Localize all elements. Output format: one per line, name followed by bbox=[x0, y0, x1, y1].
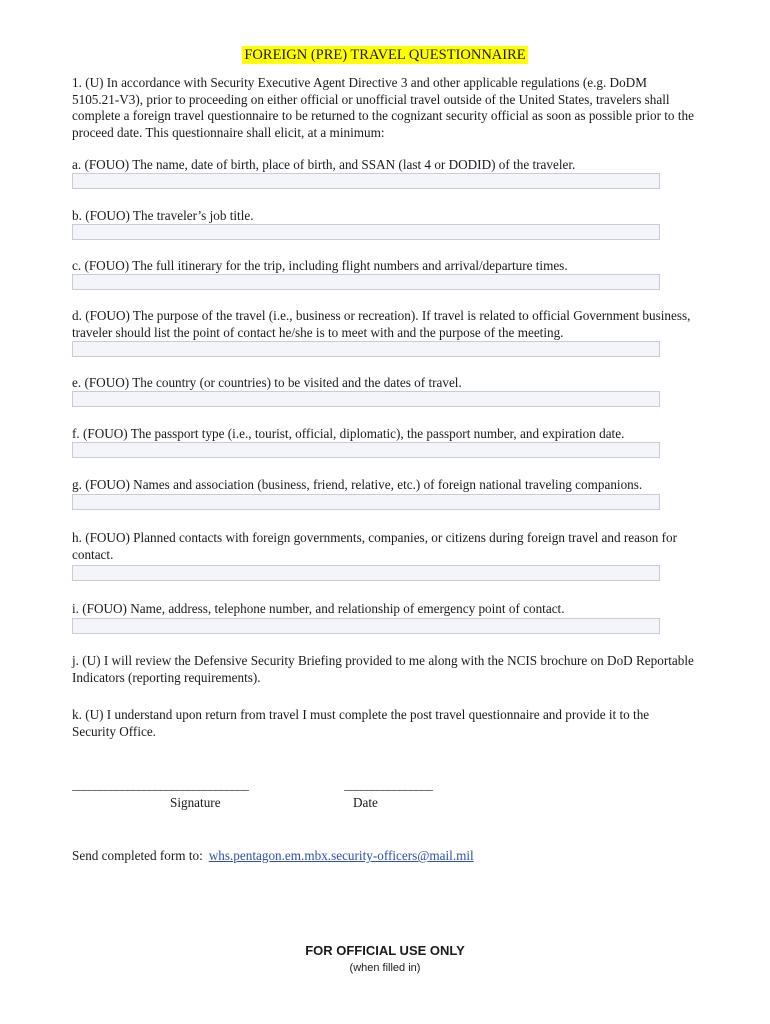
footer-note: (when filled in) bbox=[349, 962, 421, 974]
date-line: ________________ bbox=[344, 777, 432, 792]
item-g-field[interactable] bbox=[72, 494, 660, 510]
item-e-field[interactable] bbox=[72, 391, 660, 407]
item-b-label: b. (FOUO) The traveler’s job title. bbox=[72, 208, 254, 223]
item-f-field[interactable] bbox=[72, 442, 660, 458]
signature-label: Signature bbox=[170, 795, 221, 810]
send-label: Send completed form to: bbox=[72, 848, 203, 863]
item-c-label: c. (FOUO) The full itinerary for the trip, including flight numbers and arrival/departure times. bbox=[72, 258, 568, 273]
item-h-field[interactable] bbox=[72, 565, 660, 581]
item-a-field[interactable] bbox=[72, 173, 660, 189]
intro-paragraph: 1. (U) In accordance with Security Executive Agent Directive 3 and other applicable regulations (e.g. DoDM 5105.21-V3), prior to proceeding on either official or unofficial travel outside of the United States, travelers shall complete a foreign travel questionnaire to be returned to the cognizant security official as soon as possible prior to the proceed date. This questionnaire shall elicit, at a minimum: bbox=[72, 75, 694, 140]
signature-line: ________________________________ bbox=[72, 777, 248, 792]
statement-j: j. (U) I will review the Defensive Security Briefing provided to me along with the NCIS brochure on DoD Reportable Indicators (reporting requirements). bbox=[72, 653, 694, 685]
item-i-label: i. (FOUO) Name, address, telephone number, and relationship of emergency point of contact. bbox=[72, 601, 565, 616]
item-i-field[interactable] bbox=[72, 618, 660, 634]
date-label: Date bbox=[353, 795, 378, 810]
item-g-label: g. (FOUO) Names and association (business, friend, relative, etc.) of foreign national traveling companions. bbox=[72, 477, 643, 492]
item-e-label: e. (FOUO) The country (or countries) to be visited and the dates of travel. bbox=[72, 375, 462, 390]
footer-classification: FOR OFFICIAL USE ONLY bbox=[305, 943, 465, 958]
item-h-label: h. (FOUO) Planned contacts with foreign governments, companies, or citizens during foreign travel and reason for contact. bbox=[72, 530, 677, 562]
title-wrap bbox=[0, 46, 770, 64]
statement-k: k. (U) I understand upon return from travel I must complete the post travel questionnaire and provide it to the Security Office. bbox=[72, 707, 650, 739]
document-title: FOREIGN (PRE) TRAVEL QUESTIONNAIRE bbox=[244, 47, 526, 63]
send-instruction bbox=[72, 848, 474, 864]
item-c-field[interactable] bbox=[72, 274, 660, 290]
item-d-field[interactable] bbox=[72, 341, 660, 357]
item-f-label: f. (FOUO) The passport type (i.e., tourist, official, diplomatic), the passport number, and expiration date. bbox=[72, 426, 625, 441]
item-d-label: d. (FOUO) The purpose of the travel (i.e., business or recreation). If travel is related to official Government business, traveler should list the point of contact he/she is to meet with and the purpose of the meeting. bbox=[72, 308, 691, 340]
item-a-label: a. (FOUO) The name, date of birth, place of birth, and SSAN (last 4 or DODID) of the traveler. bbox=[72, 157, 576, 172]
item-b-field[interactable] bbox=[72, 224, 660, 240]
email-link[interactable]: whs.pentagon.em.mbx.security-officers@mail.mil bbox=[208, 848, 474, 863]
